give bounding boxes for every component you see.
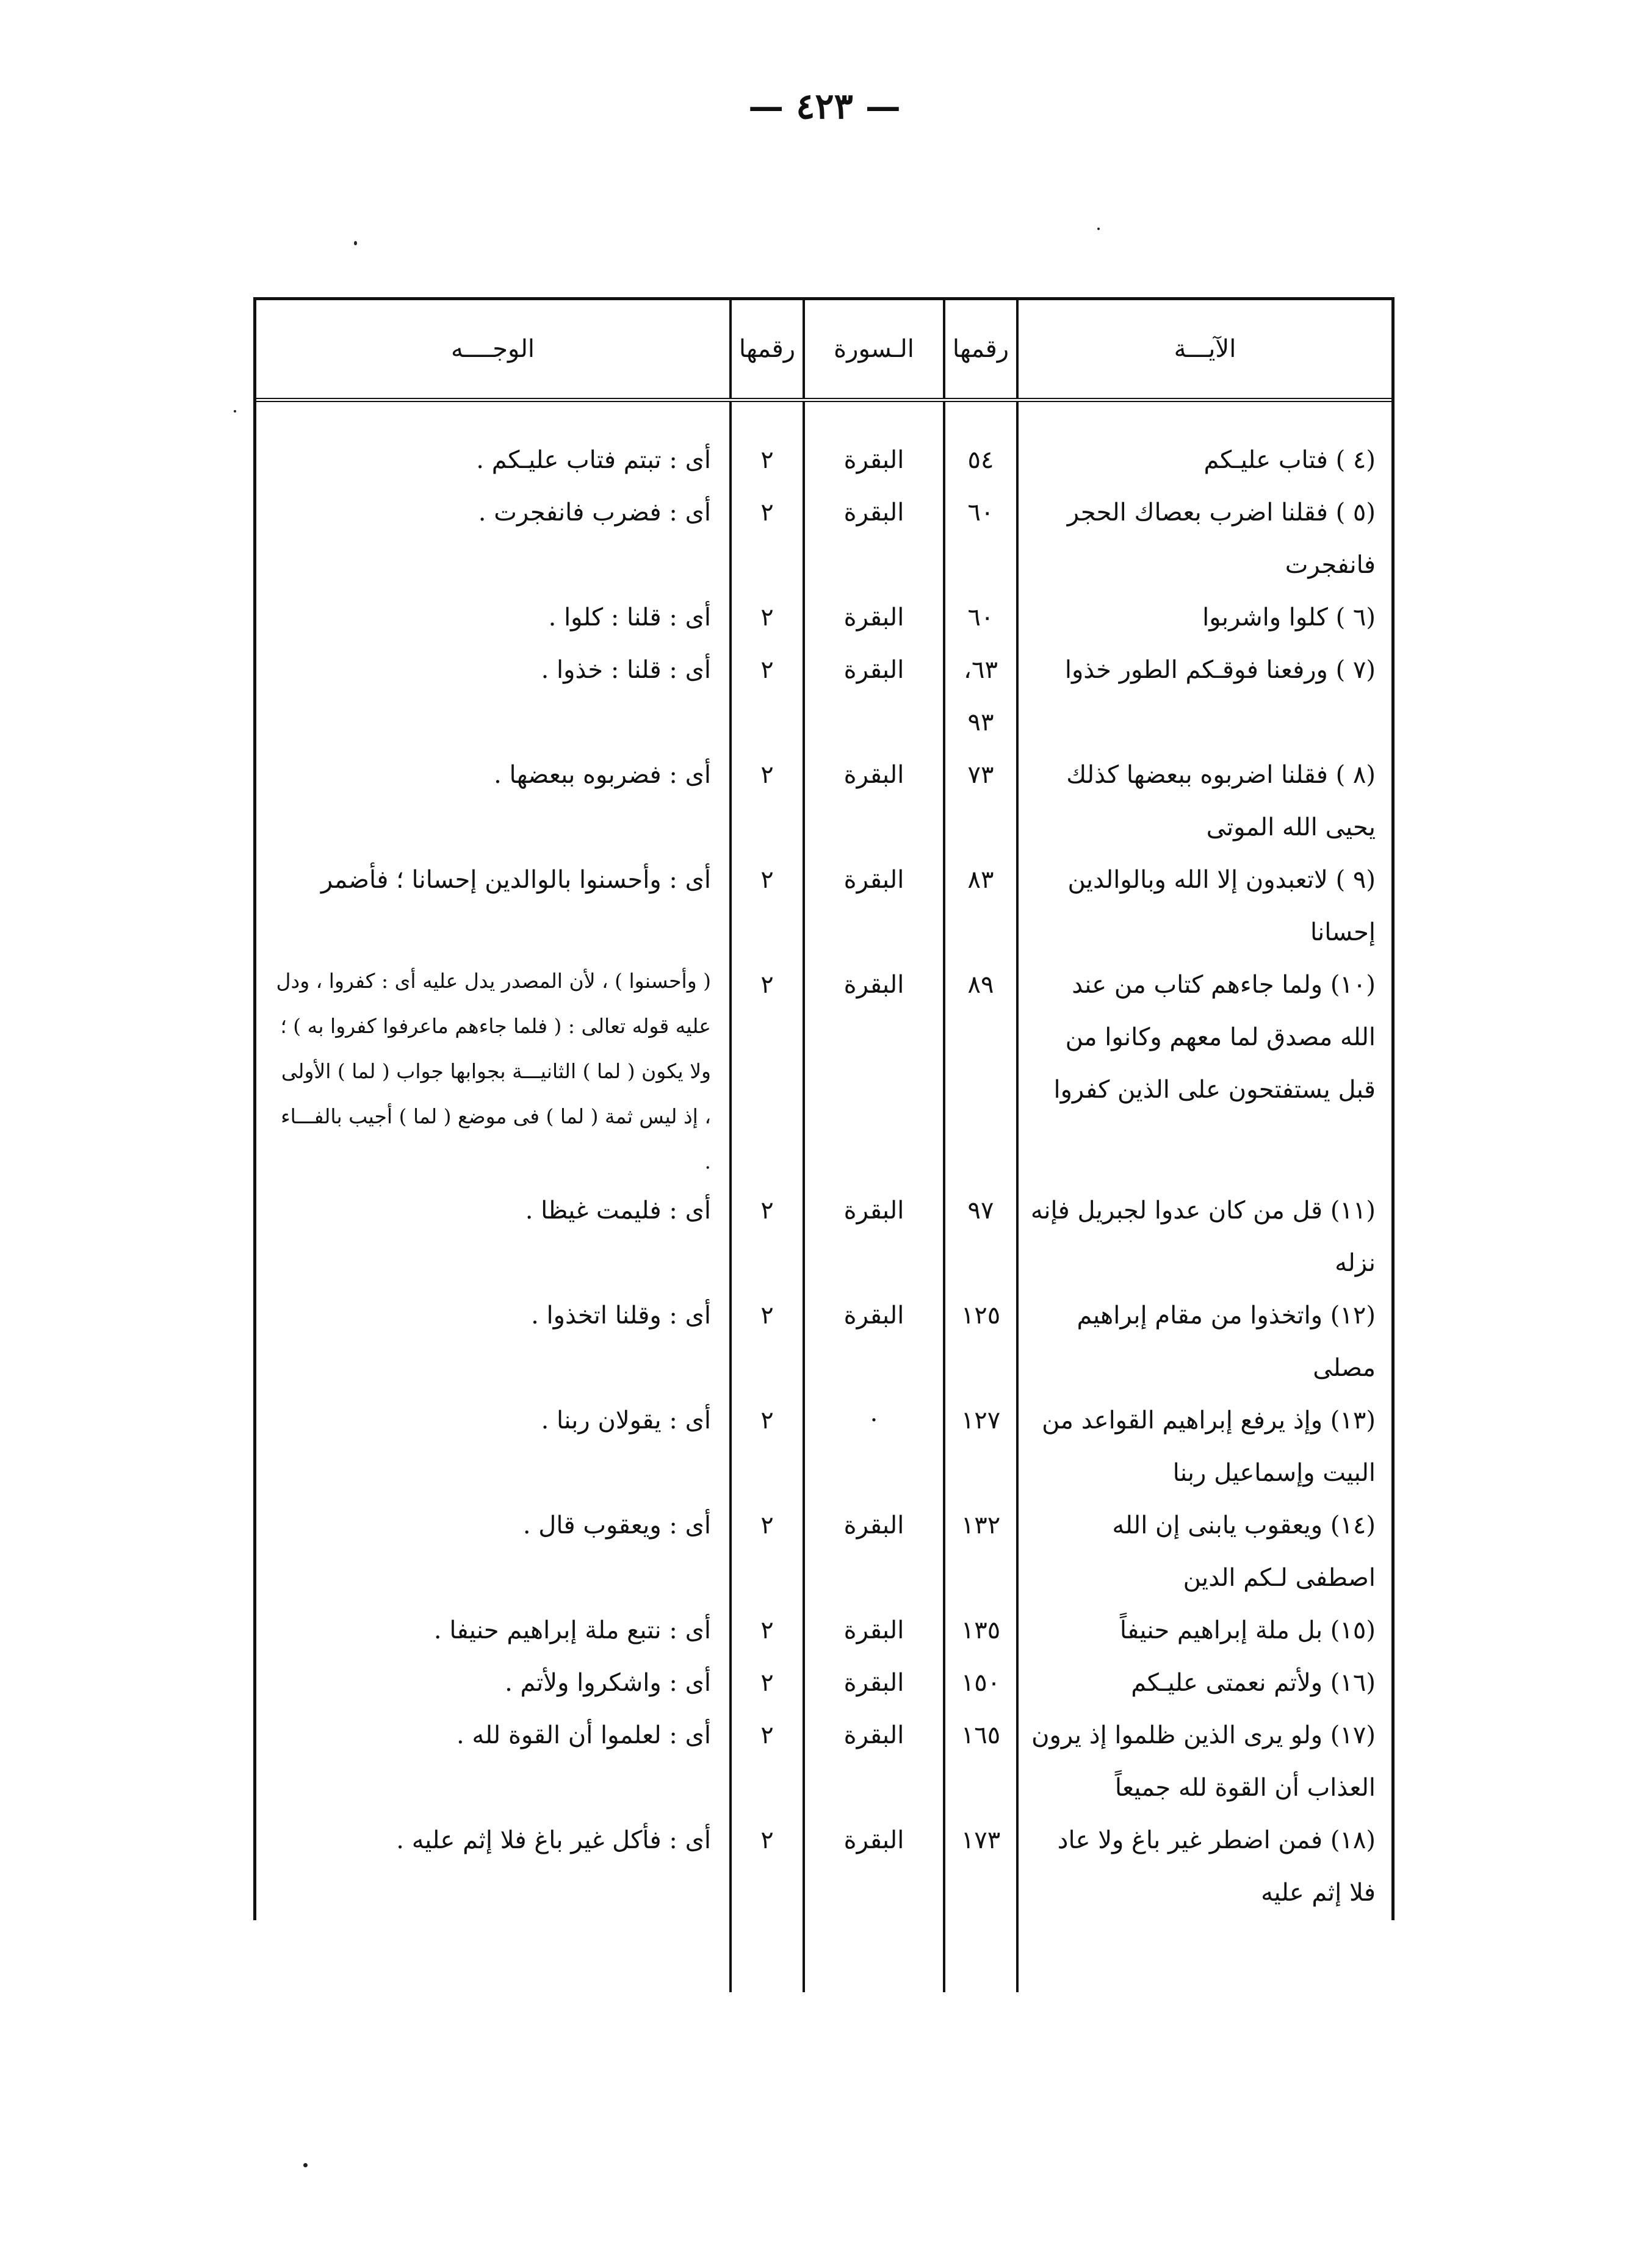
verse-cell: (١٠) ولما جاءهم كتاب من عند الله مصدق لما معهم وكانوا من قبل يستفتحون على الذين كفروا — [1017, 959, 1391, 1184]
verse-cell: (١٥) بل ملة إبراهيم حنيفاً — [1017, 1604, 1391, 1657]
verse-number-cell: ٦٠ — [944, 486, 1017, 591]
header-surah: الـسورة — [804, 300, 944, 400]
table-row — [256, 1499, 1391, 1604]
verse-cell: (١٤) ويعقوب يابنى إن الله اصطفى لـكم الدين — [1017, 1499, 1391, 1604]
verse-number-cell: ١٥٠ — [944, 1657, 1017, 1709]
surah-number-cell: ٢ — [731, 1814, 804, 1919]
table-row — [256, 1709, 1391, 1814]
verse-number-cell: ٦٠ — [944, 591, 1017, 644]
empty-cell — [804, 1919, 944, 1992]
surah-cell: البقرة — [804, 1709, 944, 1814]
surah-number-cell: ٢ — [731, 1184, 804, 1289]
verse-number-cell: ٦٣، ٩٣ — [944, 644, 1017, 749]
verse-cell: (٦ ) كلوا واشربوا — [1017, 591, 1391, 644]
explanation-cell: أى : قلنا : خذوا . — [541, 656, 711, 684]
verse-cell: (١٨) فمن اضطر غير باغ ولا عاد فلا إثم عليه — [1017, 1814, 1391, 1919]
surah-number-cell: ٢ — [731, 591, 804, 644]
verse-cell: (٥ ) فقلنا اضرب بعصاك الحجر فانفجرت — [1017, 486, 1391, 591]
verse-index-table — [256, 300, 1391, 1992]
verse-number-cell: ٨٩ — [944, 959, 1017, 1184]
surah-number-cell: ٢ — [731, 1709, 804, 1814]
table-row — [256, 1604, 1391, 1657]
table-row — [256, 959, 1391, 1184]
surah-cell: البقرة — [804, 1657, 944, 1709]
surah-cell: البقرة — [804, 1814, 944, 1919]
table-row — [256, 1394, 1391, 1499]
verse-number-cell: ١٧٣ — [944, 1814, 1017, 1919]
surah-cell: البقرة — [804, 1289, 944, 1394]
table-row — [256, 1184, 1391, 1289]
verse-cell: (١١) قل من كان عدوا لجبريل فإنه نزله — [1017, 1184, 1391, 1289]
verse-number-cell: ١٦٥ — [944, 1709, 1017, 1814]
explanation-cell: ( وأحسنوا ) ، لأن المصدر يدل عليه أى : كفروا ، ودل عليه قوله تعالى : ( فلما جاءهم ماعرفوا كفروا به ) ؛ ولا يكون ( لما ) الثانيـــة بجوابها جواب ( لما ) الأولى ، إذ ليس ثمة ( لما ) فى موضع ( لما ) أجيب بالفـــاء . — [276, 969, 711, 1173]
verse-cell: (١٦) ولأتم نعمتى عليـكم — [1017, 1657, 1391, 1709]
explanation-cell: أى : فضربوه ببعضها . — [494, 761, 711, 789]
table-row — [256, 644, 1391, 749]
verse-cell: (١٣) وإذ يرفع إبراهيم القواعد من البيت وإسماعيل ربنا — [1017, 1394, 1391, 1499]
empty-cell — [256, 1919, 731, 1992]
explanation-cell: أى : وأحسنوا بالوالدين إحسانا ؛ فأضمر — [320, 866, 711, 894]
table-filler-row — [256, 1919, 1391, 1992]
surah-cell: البقرة — [804, 749, 944, 854]
explanation-cell: أى : فضرب فانفجرت . — [478, 499, 711, 527]
surah-cell: البقرة — [804, 591, 944, 644]
verse-number-cell: ٩٧ — [944, 1184, 1017, 1289]
verse-number-cell: ٧٣ — [944, 749, 1017, 854]
table-row — [256, 591, 1391, 644]
surah-number-cell: ٢ — [731, 400, 804, 487]
surah-cell: البقرة — [804, 959, 944, 1184]
surah-cell: البقرة — [804, 1604, 944, 1657]
explanation-cell: أى : لعلموا أن القوة لله . — [456, 1721, 711, 1749]
explanation-cell: أى : تبتم فتاب عليـكم . — [476, 446, 711, 474]
scan-speck — [354, 241, 357, 245]
header-verse: الآيـــة — [1017, 300, 1391, 400]
surah-number-cell: ٢ — [731, 1604, 804, 1657]
empty-cell — [1017, 1919, 1391, 1992]
surah-cell: البقرة — [804, 854, 944, 959]
verse-cell: (١٧) ولو يرى الذين ظلموا إذ يرون العذاب أن القوة لله جميعاً — [1017, 1709, 1391, 1814]
verse-number-cell: ٨٣ — [944, 854, 1017, 959]
table-row — [256, 1657, 1391, 1709]
verse-cell: (١٢) واتخذوا من مقام إبراهيم مصلى — [1017, 1289, 1391, 1394]
scan-speck — [234, 410, 236, 412]
empty-cell — [944, 1919, 1017, 1992]
verse-number-cell: ١٣٥ — [944, 1604, 1017, 1657]
verse-cell: (٨ ) فقلنا اضربوه ببعضها كذلك يحيى الله الموتى — [1017, 749, 1391, 854]
surah-number-cell: ٢ — [731, 749, 804, 854]
page-number: — ٤٢٣ — — [748, 85, 901, 127]
scan-speck — [1097, 228, 1100, 230]
explanation-cell: أى : قلنا : كلوا . — [548, 603, 711, 632]
explanation-cell: أى : وقلنا اتخذوا . — [531, 1301, 711, 1330]
header-verse-number: رقمها — [944, 300, 1017, 400]
table-header-row — [256, 300, 1391, 400]
header-surah-number: رقمها — [731, 300, 804, 400]
explanation-cell: أى : ويعقوب قال . — [522, 1511, 711, 1539]
surah-number-cell: ٢ — [731, 486, 804, 591]
scan-speck — [303, 2163, 308, 2167]
table-row — [256, 486, 1391, 591]
surah-cell: البقرة — [804, 1499, 944, 1604]
surah-number-cell: ٢ — [731, 644, 804, 749]
explanation-cell: أى : يقولان ربنا . — [541, 1406, 711, 1435]
surah-cell: البقرة — [804, 644, 944, 749]
table-row — [256, 749, 1391, 854]
table-row — [256, 400, 1391, 487]
verse-number-cell: ١٢٥ — [944, 1289, 1017, 1394]
table-row — [256, 1289, 1391, 1394]
explanation-cell: أى : فليمت غيظا . — [525, 1197, 711, 1225]
surah-cell: البقرة — [804, 400, 944, 487]
empty-cell — [731, 1919, 804, 1992]
verse-number-cell: ١٣٢ — [944, 1499, 1017, 1604]
table-row — [256, 854, 1391, 959]
surah-number-cell: ٢ — [731, 1394, 804, 1499]
explanation-cell: أى : واشكروا ولأتم . — [505, 1669, 711, 1697]
index-table-frame — [253, 297, 1395, 1920]
verse-cell: (٩ ) لاتعبدون إلا الله وبالوالدين إحسانا — [1017, 854, 1391, 959]
surah-cell: البقرة — [804, 486, 944, 591]
surah-number-cell: ٢ — [731, 1657, 804, 1709]
surah-number-cell: ٢ — [731, 959, 804, 1184]
surah-cell: · — [804, 1394, 944, 1499]
table-row — [256, 1814, 1391, 1919]
surah-number-cell: ٢ — [731, 854, 804, 959]
surah-number-cell: ٢ — [731, 1499, 804, 1604]
surah-cell: البقرة — [804, 1184, 944, 1289]
verse-number-cell: ١٢٧ — [944, 1394, 1017, 1499]
explanation-cell: أى : نتبع ملة إبراهيم حنيفا . — [433, 1616, 711, 1644]
header-explanation: الوجــــه — [256, 300, 731, 400]
explanation-cell: أى : فأكل غير باغ فلا إثم عليه . — [396, 1826, 711, 1854]
verse-number-cell: ٥٤ — [944, 400, 1017, 487]
verse-cell: (٤ ) فتاب عليـكم — [1017, 400, 1391, 487]
verse-cell: (٧ ) ورفعنا فوقـكم الطور خذوا — [1017, 644, 1391, 749]
surah-number-cell: ٢ — [731, 1289, 804, 1394]
